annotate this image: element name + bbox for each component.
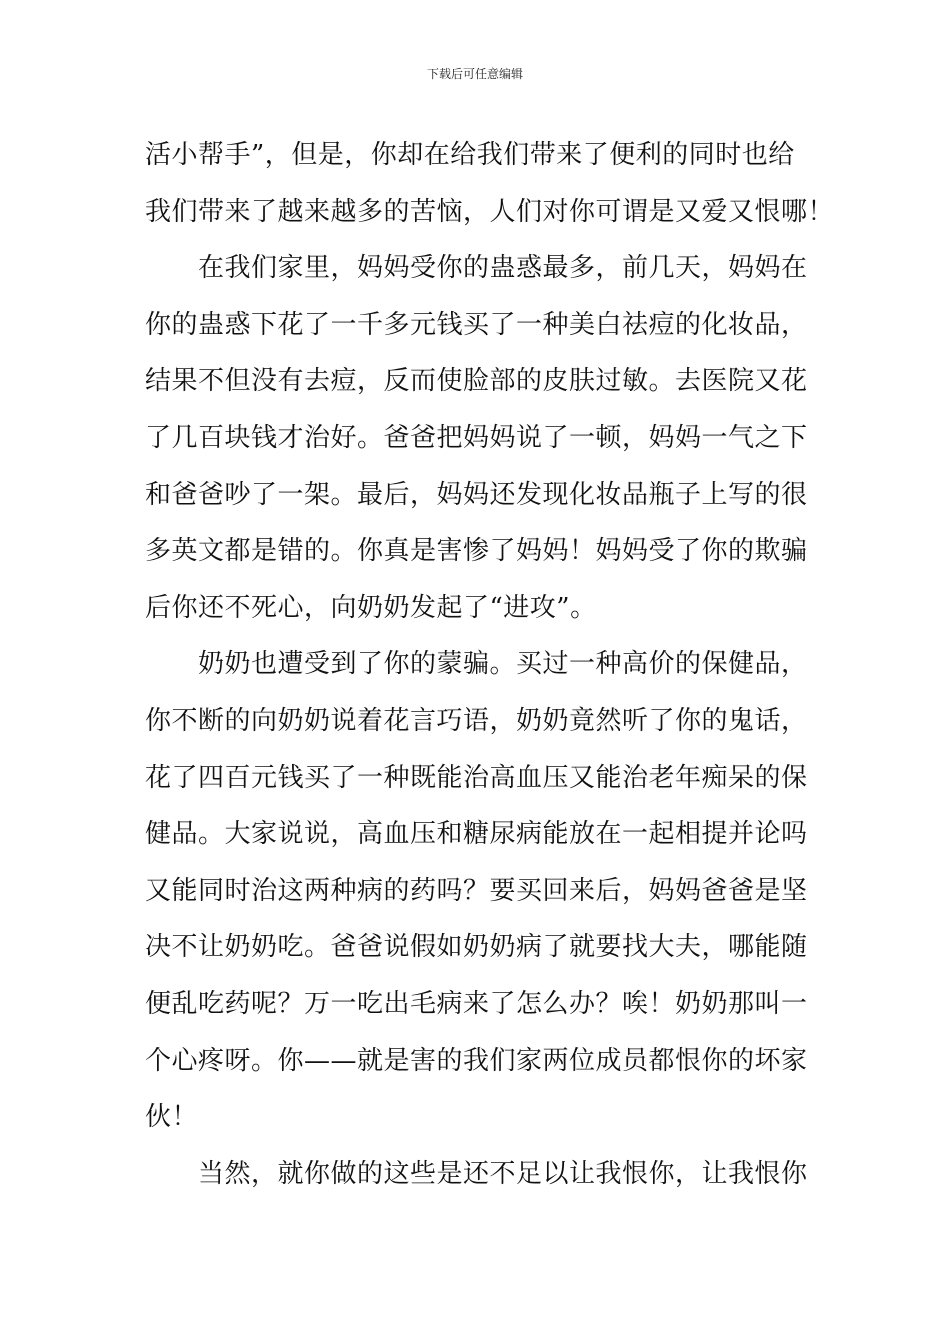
text-line: 了几百块钱才治好。爸爸把妈妈说了一顿，妈妈一气之下	[145, 422, 808, 453]
text-line: 你不断的向奶奶说着花言巧语，奶奶竟然听了你的鬼话，	[145, 705, 808, 736]
document-body	[145, 127, 835, 1202]
text-line: 活小帮手”，但是，你却在给我们带来了便利的同时也给	[145, 140, 795, 170]
text-line: 结果不但没有去痘，反而使脸部的皮肤过敏。去医院又花	[145, 366, 808, 397]
text-line: 多英文都是错的。你真是害惨了妈妈！妈妈受了你的欺骗	[145, 536, 808, 567]
page-header: 下载后可任意编辑	[426, 67, 523, 81]
text-line: 伙！	[145, 1102, 199, 1133]
text-line: 你的蛊惑下花了一千多元钱买了一种美白祛痘的化妆品，	[145, 309, 808, 340]
paragraph-start-line: 奶奶也遭受到了你的蒙骗。买过一种高价的保健品，	[198, 649, 808, 680]
paragraph-start-line: 在我们家里，妈妈受你的蛊惑最多，前几天，妈妈在	[198, 253, 808, 284]
text-line: 决不让奶奶吃。爸爸说假如奶奶病了就要找大夫，哪能随	[145, 932, 808, 963]
text-line: 和爸爸吵了一架。最后，妈妈还发现化妆品瓶子上写的很	[145, 479, 808, 510]
text-line: 花了四百元钱买了一种既能治高血压又能治老年痴呆的保	[145, 762, 808, 793]
text-line: 我们带来了越来越多的苦恼，人们对你可谓是又爱又恨哪！	[145, 196, 835, 227]
paragraph-start-line: 当然，就你做的这些是还不足以让我恨你，让我恨你	[198, 1158, 808, 1189]
text-line: 个心疼呀。你——就是害的我们家两位成员都恨你的坏家	[145, 1045, 808, 1076]
text-line: 又能同时治这两种病的药吗？要买回来后，妈妈爸爸是坚	[145, 875, 808, 906]
text-line: 后你还不死心，向奶奶发起了“进攻”。	[145, 592, 597, 623]
text-line: 便乱吃药呢？万一吃出毛病来了怎么办？唉！奶奶那叫一	[145, 988, 808, 1019]
text-line: 健品。大家说说，高血压和糖尿病能放在一起相提并论吗	[145, 819, 808, 850]
